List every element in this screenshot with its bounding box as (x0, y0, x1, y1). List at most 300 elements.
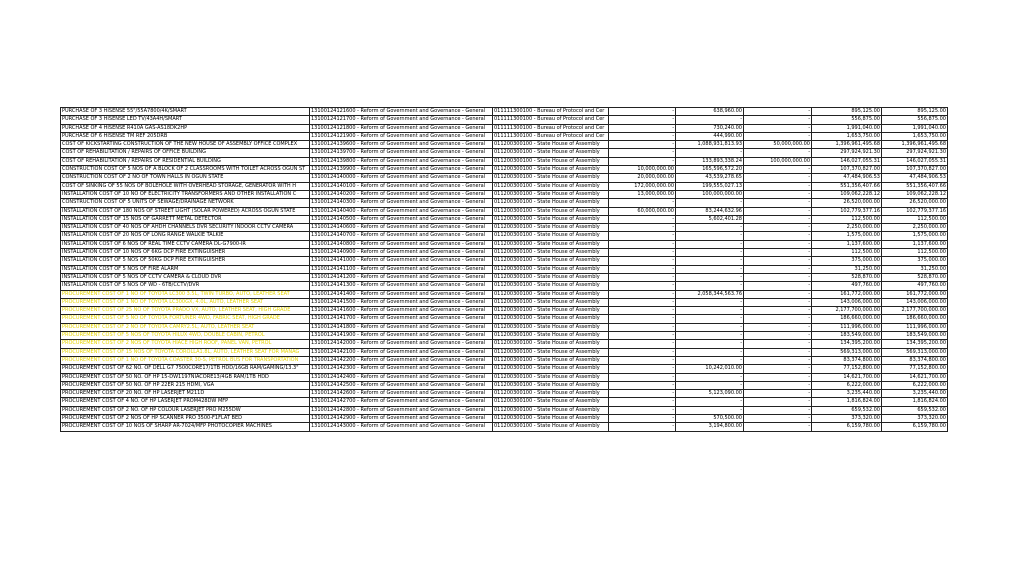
amount-col-2-cell[interactable]: - (676, 356, 744, 364)
economic-code-cell[interactable]: 13100124142100 - Reform of Government and Governance - General (310, 348, 493, 356)
amount-col-3-cell[interactable]: - (744, 149, 812, 157)
economic-code-cell[interactable]: 13100124121600 - Reform of Government and Governance - General (310, 108, 493, 116)
amount-col-2-cell[interactable]: 3,194,800.00 (676, 423, 744, 431)
amount-col-1-cell[interactable]: - (609, 373, 676, 381)
amount-col-1-cell[interactable]: - (609, 381, 676, 389)
mda-code-cell[interactable]: 011111300100 - Bureau of Protocol and Cer (493, 108, 609, 116)
project-description-cell[interactable]: PROCUREMENT COST OF 1 NO OF TOYOTA COASTER 30-S, PETROL BUS FOR TRANSPORTATION (61, 356, 310, 364)
amount-col-1-cell[interactable]: - (609, 365, 676, 373)
amount-col-4-cell[interactable]: 183,549,000.00 (812, 332, 882, 340)
amount-col-2-cell[interactable]: - (676, 323, 744, 331)
amount-col-2-cell[interactable]: 444,990.00 (676, 132, 744, 140)
mda-code-cell[interactable]: 011200300100 - State House of Assembly (493, 356, 609, 364)
amount-col-4-cell[interactable]: 551,356,407.66 (812, 182, 882, 190)
economic-code-cell[interactable]: 13100124141900 - Reform of Government and Governance - General (310, 332, 493, 340)
amount-col-3-cell[interactable]: - (744, 116, 812, 124)
amount-col-5-cell[interactable]: 102,779,377.16 (882, 207, 948, 215)
amount-col-1-cell[interactable]: - (609, 307, 676, 315)
amount-col-5-cell[interactable]: 146,027,055.31 (882, 157, 948, 165)
amount-col-4-cell[interactable]: 111,996,000.00 (812, 323, 882, 331)
amount-col-2-cell[interactable]: - (676, 249, 744, 257)
mda-code-cell[interactable]: 011200300100 - State House of Assembly (493, 332, 609, 340)
mda-code-cell[interactable]: 011200300100 - State House of Assembly (493, 190, 609, 198)
economic-code-cell[interactable]: 13100124141500 - Reform of Government and Governance - General (310, 298, 493, 306)
amount-col-3-cell[interactable]: - (744, 423, 812, 431)
economic-code-cell[interactable]: 13100124141600 - Reform of Government and Governance - General (310, 307, 493, 315)
amount-col-2-cell[interactable]: 43,539,278.65 (676, 174, 744, 182)
amount-col-4-cell[interactable]: 2,250,000.00 (812, 224, 882, 232)
amount-col-3-cell[interactable]: - (744, 166, 812, 174)
economic-code-cell[interactable]: 13100124139700 - Reform of Government and Governance - General (310, 149, 493, 157)
amount-col-5-cell[interactable]: 6,159,780.00 (882, 423, 948, 431)
project-description-cell[interactable]: INSTALLATION COST OF 15 NOS OF GARRETT METAL DETECTOR (61, 215, 310, 223)
amount-col-4-cell[interactable]: 83,374,800.00 (812, 356, 882, 364)
mda-code-cell[interactable]: 011200300100 - State House of Assembly (493, 348, 609, 356)
amount-col-3-cell[interactable]: - (744, 273, 812, 281)
project-description-cell[interactable]: COST OF KICKSTARTING CONSTRUCTION OF THE NEW HOUSE OF ASSEMBLY OFFICE COMPLEX (61, 141, 310, 149)
amount-col-2-cell[interactable]: - (676, 232, 744, 240)
mda-code-cell[interactable]: 011200300100 - State House of Assembly (493, 265, 609, 273)
mda-code-cell[interactable]: 011200300100 - State House of Assembly (493, 224, 609, 232)
project-description-cell[interactable]: PROCUREMENT COST OF 62 NO. OF DELL G7 7500CORE17/1TB HDD/16GB RAM/GAMING/13.3" (61, 365, 310, 373)
economic-code-cell[interactable]: 13100124143000 - Reform of Government and Governance - General (310, 423, 493, 431)
amount-col-3-cell[interactable]: - (744, 282, 812, 290)
project-description-cell[interactable]: PROCUREMENT COST OF 15 NOS OF TOYOTA COROLLA1.8L, AUTO, LEATHER SEAT FOR MANAG (61, 348, 310, 356)
mda-code-cell[interactable]: 011200300100 - State House of Assembly (493, 166, 609, 174)
amount-col-3-cell[interactable]: - (744, 390, 812, 398)
amount-col-2-cell[interactable]: - (676, 307, 744, 315)
project-description-cell[interactable]: INSTALLATION COST OF 5 NOS OF CCTV CAMERA & CLOUD DVR (61, 273, 310, 281)
mda-code-cell[interactable]: 011200300100 - State House of Assembly (493, 207, 609, 215)
economic-code-cell[interactable]: 13100124139600 - Reform of Government and Governance - General (310, 141, 493, 149)
amount-col-4-cell[interactable]: 31,250.00 (812, 265, 882, 273)
amount-col-1-cell[interactable]: - (609, 124, 676, 132)
amount-col-2-cell[interactable]: - (676, 265, 744, 273)
economic-code-cell[interactable]: 13100124142300 - Reform of Government and Governance - General (310, 365, 493, 373)
amount-col-2-cell[interactable]: 10,242,010.00 (676, 365, 744, 373)
amount-col-5-cell[interactable]: 83,374,800.00 (882, 356, 948, 364)
amount-col-4-cell[interactable]: 1,137,600.00 (812, 240, 882, 248)
amount-col-1-cell[interactable]: - (609, 132, 676, 140)
mda-code-cell[interactable]: 011200300100 - State House of Assembly (493, 298, 609, 306)
amount-col-1-cell[interactable]: - (609, 149, 676, 157)
amount-col-3-cell[interactable]: - (744, 232, 812, 240)
amount-col-5-cell[interactable]: 497,760.00 (882, 282, 948, 290)
amount-col-1-cell[interactable]: - (609, 273, 676, 281)
amount-col-4-cell[interactable]: 1,653,750.00 (812, 132, 882, 140)
amount-col-2-cell[interactable]: - (676, 199, 744, 207)
economic-code-cell[interactable]: 13100124142800 - Reform of Government and Governance - General (310, 406, 493, 414)
project-description-cell[interactable]: INSTALLATION COST OF 5 NOS OF FIRE ALARM (61, 265, 310, 273)
mda-code-cell[interactable]: 011200300100 - State House of Assembly (493, 249, 609, 257)
amount-col-1-cell[interactable]: - (609, 232, 676, 240)
amount-col-5-cell[interactable]: 1,137,600.00 (882, 240, 948, 248)
amount-col-5-cell[interactable]: 143,006,000.00 (882, 298, 948, 306)
amount-col-2-cell[interactable]: 1,088,931,813.93 (676, 141, 744, 149)
amount-col-2-cell[interactable]: - (676, 340, 744, 348)
project-description-cell[interactable]: INSTALLATION COST OF 20 NOS OF LONG RANGE WALKIE TALKIE (61, 232, 310, 240)
project-description-cell[interactable]: CONSTRUCTION COST OF 5 NOS OF A BLOCK OF 2 CLASSROOMS WITH TOILET ACROSS OGUN ST (61, 166, 310, 174)
project-description-cell[interactable]: INSTALLATION COST OF 5 NOS OF 50KG DCP FIRE EXTINGUISHER (61, 257, 310, 265)
amount-col-1-cell[interactable]: 172,000,000.00 (609, 182, 676, 190)
amount-col-2-cell[interactable]: - (676, 240, 744, 248)
amount-col-1-cell[interactable]: - (609, 282, 676, 290)
amount-col-1-cell[interactable]: - (609, 141, 676, 149)
mda-code-cell[interactable]: 011200300100 - State House of Assembly (493, 240, 609, 248)
mda-code-cell[interactable]: 011200300100 - State House of Assembly (493, 282, 609, 290)
amount-col-2-cell[interactable]: - (676, 332, 744, 340)
mda-code-cell[interactable]: 011200300100 - State House of Assembly (493, 215, 609, 223)
project-description-cell[interactable]: CONSTRUCTION COST OF 2 NO OF TOWN HALLS IN OGUN STATE (61, 174, 310, 182)
mda-code-cell[interactable]: 011200300100 - State House of Assembly (493, 182, 609, 190)
amount-col-5-cell[interactable]: 375,000.00 (882, 257, 948, 265)
amount-col-2-cell[interactable]: 100,000,000.00 (676, 190, 744, 198)
amount-col-3-cell[interactable]: - (744, 108, 812, 116)
amount-col-3-cell[interactable]: - (744, 257, 812, 265)
amount-col-5-cell[interactable]: 1,653,750.00 (882, 132, 948, 140)
project-description-cell[interactable]: INSTALLATION COST OF 10 NO OF ELECTRICITY TRANSFORMERS AND OTHER INSTALLATION C (61, 190, 310, 198)
amount-col-4-cell[interactable]: 14,621,700.00 (812, 373, 882, 381)
project-description-cell[interactable]: PROCUREMENT COST OF 5 NO OF TOYOTA FORTUNER 4WD, FABRIC SEAT, HIGH GRADE (61, 315, 310, 323)
amount-col-5-cell[interactable]: 6,222,000.00 (882, 381, 948, 389)
amount-col-5-cell[interactable]: 1,575,000.00 (882, 232, 948, 240)
amount-col-3-cell[interactable]: 50,000,000.00 (744, 141, 812, 149)
amount-col-5-cell[interactable]: 77,152,800.00 (882, 365, 948, 373)
amount-col-1-cell[interactable]: - (609, 356, 676, 364)
amount-col-1-cell[interactable]: - (609, 215, 676, 223)
amount-col-2-cell[interactable]: - (676, 406, 744, 414)
amount-col-4-cell[interactable]: 373,320.00 (812, 414, 882, 422)
amount-col-3-cell[interactable]: - (744, 406, 812, 414)
amount-col-5-cell[interactable]: 569,313,000.00 (882, 348, 948, 356)
amount-col-3-cell[interactable]: - (744, 190, 812, 198)
amount-col-1-cell[interactable]: - (609, 414, 676, 422)
economic-code-cell[interactable]: 13100124121900 - Reform of Government and Governance - General (310, 132, 493, 140)
mda-code-cell[interactable]: 011200300100 - State House of Assembly (493, 365, 609, 373)
economic-code-cell[interactable]: 13100124141400 - Reform of Government and Governance - General (310, 290, 493, 298)
amount-col-5-cell[interactable]: 556,875.00 (882, 116, 948, 124)
economic-code-cell[interactable]: 13100124140400 - Reform of Government and Governance - General (310, 207, 493, 215)
amount-col-4-cell[interactable]: 375,000.00 (812, 257, 882, 265)
mda-code-cell[interactable]: 011200300100 - State House of Assembly (493, 323, 609, 331)
mda-code-cell[interactable]: 011200300100 - State House of Assembly (493, 290, 609, 298)
amount-col-1-cell[interactable]: - (609, 199, 676, 207)
amount-col-3-cell[interactable]: - (744, 340, 812, 348)
economic-code-cell[interactable]: 13100124121800 - Reform of Government and Governance - General (310, 124, 493, 132)
economic-code-cell[interactable]: 13100124140900 - Reform of Government and Governance - General (310, 249, 493, 257)
economic-code-cell[interactable]: 13100124141200 - Reform of Government and Governance - General (310, 273, 493, 281)
amount-col-4-cell[interactable]: 186,660,000.00 (812, 315, 882, 323)
project-description-cell[interactable]: PROCUREMENT COST OF 20 NO. OF HP LASERJET M211D (61, 390, 310, 398)
amount-col-2-cell[interactable]: - (676, 257, 744, 265)
amount-col-3-cell[interactable]: - (744, 207, 812, 215)
amount-col-3-cell[interactable]: - (744, 124, 812, 132)
amount-col-1-cell[interactable]: - (609, 108, 676, 116)
amount-col-4-cell[interactable]: 895,125.00 (812, 108, 882, 116)
economic-code-cell[interactable]: 13100124140600 - Reform of Government and Governance - General (310, 224, 493, 232)
amount-col-5-cell[interactable]: 297,924,921.30 (882, 149, 948, 157)
amount-col-5-cell[interactable]: 26,520,000.00 (882, 199, 948, 207)
economic-code-cell[interactable]: 13100124140700 - Reform of Government and Governance - General (310, 232, 493, 240)
project-description-cell[interactable]: INSTALLATION COST OF 6 NOS OF REAL TIME CCTV CAMERA DL-G7900-IR (61, 240, 310, 248)
amount-col-1-cell[interactable]: 60,000,000.00 (609, 207, 676, 215)
amount-col-1-cell[interactable]: - (609, 265, 676, 273)
amount-col-5-cell[interactable]: 186,660,000.00 (882, 315, 948, 323)
project-description-cell[interactable]: COST OF REHABILITATION / REPAIRS OF OFFICE BUILDING (61, 149, 310, 157)
amount-col-3-cell[interactable]: - (744, 199, 812, 207)
economic-code-cell[interactable]: 13100124140200 - Reform of Government and Governance - General (310, 190, 493, 198)
amount-col-4-cell[interactable]: 297,924,921.30 (812, 149, 882, 157)
amount-col-5-cell[interactable]: 3,235,440.00 (882, 390, 948, 398)
amount-col-2-cell[interactable]: - (676, 315, 744, 323)
amount-col-4-cell[interactable]: 3,235,440.00 (812, 390, 882, 398)
project-description-cell[interactable]: PROCUREMENT COST OF 1 NO OF TOYOTA LC300 3.5L, TWIN TURBO, AUTO, LEATHER SEAT (61, 290, 310, 298)
amount-col-5-cell[interactable]: 109,062,228.12 (882, 190, 948, 198)
project-description-cell[interactable]: COST OF REHABILITATION / REPAIRS OF RESIDENTIAL BUILDING (61, 157, 310, 165)
economic-code-cell[interactable]: 13100124140800 - Reform of Government and Governance - General (310, 240, 493, 248)
mda-code-cell[interactable]: 011111300100 - Bureau of Protocol and Cer (493, 116, 609, 124)
amount-col-3-cell[interactable]: - (744, 332, 812, 340)
mda-code-cell[interactable]: 011200300100 - State House of Assembly (493, 390, 609, 398)
amount-col-2-cell[interactable]: - (676, 373, 744, 381)
amount-col-1-cell[interactable]: - (609, 157, 676, 165)
amount-col-5-cell[interactable]: 895,125.00 (882, 108, 948, 116)
amount-col-2-cell[interactable]: - (676, 381, 744, 389)
amount-col-5-cell[interactable]: 659,532.00 (882, 406, 948, 414)
amount-col-3-cell[interactable]: - (744, 414, 812, 422)
project-description-cell[interactable]: PROCUREMENT COST OF 1 NO OF TOYOTA LC300GX, 4.0L, AUTO, LEATHER SEAT (61, 298, 310, 306)
amount-col-2-cell[interactable]: 83,244,632.96 (676, 207, 744, 215)
amount-col-2-cell[interactable]: 570,500.00 (676, 414, 744, 422)
amount-col-2-cell[interactable]: 199,555,027.13 (676, 182, 744, 190)
economic-code-cell[interactable]: 13100124142400 - Reform of Government and Governance - General (310, 373, 493, 381)
mda-code-cell[interactable]: 011200300100 - State House of Assembly (493, 423, 609, 431)
project-description-cell[interactable]: PURCHASE OF 6 HISENSE TM REF 205DRB (61, 132, 310, 140)
economic-code-cell[interactable]: 13100124140000 - Reform of Government and Governance - General (310, 174, 493, 182)
project-description-cell[interactable]: PROCUREMENT COST OF 5 NOS OF TOYOTA HILUX 4WD, DOUBLE CABIN, PETROL (61, 332, 310, 340)
economic-code-cell[interactable]: 13100124142700 - Reform of Government and Governance - General (310, 398, 493, 406)
amount-col-2-cell[interactable]: - (676, 348, 744, 356)
amount-col-2-cell[interactable]: - (676, 224, 744, 232)
amount-col-5-cell[interactable]: 161,772,000.00 (882, 290, 948, 298)
mda-code-cell[interactable]: 011200300100 - State House of Assembly (493, 232, 609, 240)
amount-col-1-cell[interactable]: - (609, 224, 676, 232)
amount-col-4-cell[interactable]: 1,575,000.00 (812, 232, 882, 240)
amount-col-1-cell[interactable]: - (609, 257, 676, 265)
mda-code-cell[interactable]: 011200300100 - State House of Assembly (493, 315, 609, 323)
amount-col-1-cell[interactable]: - (609, 298, 676, 306)
amount-col-2-cell[interactable]: 5,123,090.00 (676, 390, 744, 398)
amount-col-3-cell[interactable]: - (744, 224, 812, 232)
mda-code-cell[interactable]: 011200300100 - State House of Assembly (493, 141, 609, 149)
project-description-cell[interactable]: PURCHASE OF 4 HISENSE R410A GAS-AS18DK2HP (61, 124, 310, 132)
economic-code-cell[interactable]: 13100124141800 - Reform of Government and Governance - General (310, 323, 493, 331)
amount-col-5-cell[interactable]: 528,870.00 (882, 273, 948, 281)
economic-code-cell[interactable]: 13100124139900 - Reform of Government and Governance - General (310, 166, 493, 174)
amount-col-5-cell[interactable]: 111,996,000.00 (882, 323, 948, 331)
amount-col-3-cell[interactable]: - (744, 298, 812, 306)
project-description-cell[interactable]: INSTALLATION COST OF 10 NOS OF 6KG DCP FIRE EXTINGUISHER (61, 249, 310, 257)
project-description-cell[interactable]: PROCUREMENT COST OF 2 NOS OF TOYOTA HIACE HIGH ROOF, PANEL VAN, PETROL (61, 340, 310, 348)
mda-code-cell[interactable]: 011200300100 - State House of Assembly (493, 398, 609, 406)
mda-code-cell[interactable]: 011200300100 - State House of Assembly (493, 340, 609, 348)
amount-col-5-cell[interactable]: 31,250.00 (882, 265, 948, 273)
amount-col-5-cell[interactable]: 2,177,700,000.00 (882, 307, 948, 315)
economic-code-cell[interactable]: 13100124142200 - Reform of Government and Governance - General (310, 356, 493, 364)
economic-code-cell[interactable]: 13100124140500 - Reform of Government and Governance - General (310, 215, 493, 223)
amount-col-2-cell[interactable]: 2,058,344,563.76 (676, 290, 744, 298)
project-description-cell[interactable]: COST OF SINKING OF 55 NOS OF BOLEHOLE WITH OVERHEAD STORAGE, GENERATOR WITH H (61, 182, 310, 190)
economic-code-cell[interactable]: 13100124141700 - Reform of Government and Governance - General (310, 315, 493, 323)
amount-col-4-cell[interactable]: 569,313,000.00 (812, 348, 882, 356)
amount-col-2-cell[interactable]: - (676, 273, 744, 281)
project-description-cell[interactable]: PURCHASE OF 3 HISENSE 55"/55A7800/4K/SMART (61, 108, 310, 116)
amount-col-5-cell[interactable]: 373,320.00 (882, 414, 948, 422)
amount-col-5-cell[interactable]: 112,500.00 (882, 215, 948, 223)
amount-col-5-cell[interactable]: 107,370,827.00 (882, 166, 948, 174)
amount-col-3-cell[interactable]: - (744, 373, 812, 381)
amount-col-4-cell[interactable]: 112,500.00 (812, 249, 882, 257)
amount-col-3-cell[interactable]: - (744, 290, 812, 298)
mda-code-cell[interactable]: 011200300100 - State House of Assembly (493, 381, 609, 389)
amount-col-4-cell[interactable]: 107,370,827.00 (812, 166, 882, 174)
amount-col-1-cell[interactable]: - (609, 332, 676, 340)
mda-code-cell[interactable]: 011200300100 - State House of Assembly (493, 373, 609, 381)
project-description-cell[interactable]: INSTALLATION COST OF 40 NOS OF AHDH CHANNELS DVR SECURITY INDOOR CCTV CAMERA (61, 224, 310, 232)
amount-col-2-cell[interactable]: - (676, 298, 744, 306)
amount-col-4-cell[interactable]: 77,152,800.00 (812, 365, 882, 373)
amount-col-4-cell[interactable]: 109,062,228.12 (812, 190, 882, 198)
amount-col-1-cell[interactable]: 20,000,000.00 (609, 174, 676, 182)
project-description-cell[interactable]: PROCUREMENT COST OF 4 NO. OF HP LASERJET PROM428DW MFP (61, 398, 310, 406)
mda-code-cell[interactable]: 011200300100 - State House of Assembly (493, 199, 609, 207)
economic-code-cell[interactable]: 13100124140100 - Reform of Government and Governance - General (310, 182, 493, 190)
amount-col-3-cell[interactable]: - (744, 348, 812, 356)
amount-col-1-cell[interactable]: - (609, 290, 676, 298)
amount-col-2-cell[interactable]: 165,596,572.20 (676, 166, 744, 174)
amount-col-4-cell[interactable]: 6,222,000.00 (812, 381, 882, 389)
amount-col-1-cell[interactable]: - (609, 240, 676, 248)
amount-col-4-cell[interactable]: 1,991,040.00 (812, 124, 882, 132)
economic-code-cell[interactable]: 13100124141100 - Reform of Government and Governance - General (310, 265, 493, 273)
amount-col-3-cell[interactable]: - (744, 182, 812, 190)
amount-col-3-cell[interactable]: - (744, 315, 812, 323)
amount-col-3-cell[interactable]: - (744, 240, 812, 248)
amount-col-1-cell[interactable]: - (609, 315, 676, 323)
amount-col-5-cell[interactable]: 1,991,040.00 (882, 124, 948, 132)
amount-col-1-cell[interactable]: - (609, 249, 676, 257)
amount-col-3-cell[interactable]: - (744, 174, 812, 182)
project-description-cell[interactable]: PROCUREMENT COST OF 2 NO. OF HP COLOUR LASERJET PRO M255DW (61, 406, 310, 414)
amount-col-4-cell[interactable]: 659,532.00 (812, 406, 882, 414)
economic-code-cell[interactable]: 13100124140300 - Reform of Government and Governance - General (310, 199, 493, 207)
project-description-cell[interactable]: PROCUREMENT COST OF 25 NO OF TOYOTA PRADO VX, AUTO, LEATHER SEAT, HIGH GRADE (61, 307, 310, 315)
project-description-cell[interactable]: INSTALLATION COST OF 180 NOS OF STREET LIGHT (SOLAR POWERED) ACROSS OGUN STATE (61, 207, 310, 215)
amount-col-2-cell[interactable]: 730,240.00 (676, 124, 744, 132)
amount-col-2-cell[interactable]: 133,893,338.24 (676, 157, 744, 165)
amount-col-5-cell[interactable]: 2,250,000.00 (882, 224, 948, 232)
amount-col-1-cell[interactable]: 13,000,000.00 (609, 190, 676, 198)
mda-code-cell[interactable]: 011200300100 - State House of Assembly (493, 307, 609, 315)
amount-col-3-cell[interactable]: - (744, 215, 812, 223)
amount-col-3-cell[interactable]: - (744, 249, 812, 257)
mda-code-cell[interactable]: 011200300100 - State House of Assembly (493, 273, 609, 281)
mda-code-cell[interactable]: 011111300100 - Bureau of Protocol and Cer (493, 124, 609, 132)
mda-code-cell[interactable]: 011111300100 - Bureau of Protocol and Cer (493, 132, 609, 140)
mda-code-cell[interactable]: 011200300100 - State House of Assembly (493, 406, 609, 414)
amount-col-5-cell[interactable]: 1,396,961,495.68 (882, 141, 948, 149)
amount-col-4-cell[interactable]: 1,396,961,495.68 (812, 141, 882, 149)
amount-col-3-cell[interactable]: - (744, 356, 812, 364)
amount-col-5-cell[interactable]: 551,356,407.66 (882, 182, 948, 190)
economic-code-cell[interactable]: 13100124142900 - Reform of Government and Governance - General (310, 414, 493, 422)
amount-col-4-cell[interactable]: 134,395,200.00 (812, 340, 882, 348)
project-description-cell[interactable]: PROCUREMENT COST OF 10 NOS OF SHARP AR-7024/MFP PHOTOCOPIER MACHINES (61, 423, 310, 431)
amount-col-4-cell[interactable]: 161,772,000.00 (812, 290, 882, 298)
amount-col-4-cell[interactable]: 528,870.00 (812, 273, 882, 281)
amount-col-1-cell[interactable]: - (609, 348, 676, 356)
amount-col-1-cell[interactable]: - (609, 340, 676, 348)
mda-code-cell[interactable]: 011200300100 - State House of Assembly (493, 257, 609, 265)
amount-col-4-cell[interactable]: 2,177,700,000.00 (812, 307, 882, 315)
amount-col-3-cell[interactable]: 100,000,000.00 (744, 157, 812, 165)
amount-col-1-cell[interactable]: - (609, 116, 676, 124)
amount-col-4-cell[interactable]: 26,520,000.00 (812, 199, 882, 207)
amount-col-2-cell[interactable]: - (676, 116, 744, 124)
amount-col-3-cell[interactable]: - (744, 381, 812, 389)
amount-col-4-cell[interactable]: 102,779,377.16 (812, 207, 882, 215)
mda-code-cell[interactable]: 011200300100 - State House of Assembly (493, 414, 609, 422)
amount-col-2-cell[interactable]: 638,960.00 (676, 108, 744, 116)
amount-col-2-cell[interactable]: - (676, 398, 744, 406)
amount-col-2-cell[interactable]: - (676, 282, 744, 290)
project-description-cell[interactable]: CONSTRUCTION COST OF 5 UNITS OF SEWAGE/DRAINAGE NETWORK (61, 199, 310, 207)
economic-code-cell[interactable]: 13100124141300 - Reform of Government and Governance - General (310, 282, 493, 290)
amount-col-3-cell[interactable]: - (744, 307, 812, 315)
project-description-cell[interactable]: PURCHASE OF 3 HISENSE LED TV/43A4H/SMART (61, 116, 310, 124)
amount-col-2-cell[interactable]: 5,602,401.28 (676, 215, 744, 223)
amount-col-3-cell[interactable]: - (744, 365, 812, 373)
amount-col-5-cell[interactable]: 14,621,700.00 (882, 373, 948, 381)
amount-col-1-cell[interactable]: - (609, 390, 676, 398)
mda-code-cell[interactable]: 011200300100 - State House of Assembly (493, 157, 609, 165)
project-description-cell[interactable]: PROCUREMENT COST OF 2 NO OF TOYOTA CAMRY2.5L, AUTO, LEATHER SEAT (61, 323, 310, 331)
economic-code-cell[interactable]: 13100124142000 - Reform of Government and Governance - General (310, 340, 493, 348)
economic-code-cell[interactable]: 13100124121700 - Reform of Government and Governance - General (310, 116, 493, 124)
amount-col-1-cell[interactable]: - (609, 323, 676, 331)
project-description-cell[interactable]: INSTALLATION COST OF 5 NOS OF WD - 6TB/CCTV/DVR (61, 282, 310, 290)
amount-col-4-cell[interactable]: 47,484,906.53 (812, 174, 882, 182)
amount-col-3-cell[interactable]: - (744, 398, 812, 406)
amount-col-5-cell[interactable]: 134,395,200.00 (882, 340, 948, 348)
amount-col-1-cell[interactable]: - (609, 406, 676, 414)
amount-col-5-cell[interactable]: 47,484,906.53 (882, 174, 948, 182)
amount-col-5-cell[interactable]: 183,549,000.00 (882, 332, 948, 340)
amount-col-4-cell[interactable]: 6,159,780.00 (812, 423, 882, 431)
mda-code-cell[interactable]: 011200300100 - State House of Assembly (493, 149, 609, 157)
mda-code-cell[interactable]: 011200300100 - State House of Assembly (493, 174, 609, 182)
amount-col-4-cell[interactable]: 497,760.00 (812, 282, 882, 290)
economic-code-cell[interactable]: 13100124141000 - Reform of Government and Governance - General (310, 257, 493, 265)
amount-col-4-cell[interactable]: 143,006,000.00 (812, 298, 882, 306)
project-description-cell[interactable]: PROCUREMENT COST OF 50 NO. OF HP 22ER 215 HDMI, VGA (61, 381, 310, 389)
amount-col-5-cell[interactable]: 112,500.00 (882, 249, 948, 257)
economic-code-cell[interactable]: 13100124139800 - Reform of Government and Governance - General (310, 157, 493, 165)
amount-col-3-cell[interactable]: - (744, 132, 812, 140)
amount-col-1-cell[interactable]: - (609, 398, 676, 406)
amount-col-5-cell[interactable]: 1,816,824.00 (882, 398, 948, 406)
economic-code-cell[interactable]: 13100124142500 - Reform of Government and Governance - General (310, 381, 493, 389)
